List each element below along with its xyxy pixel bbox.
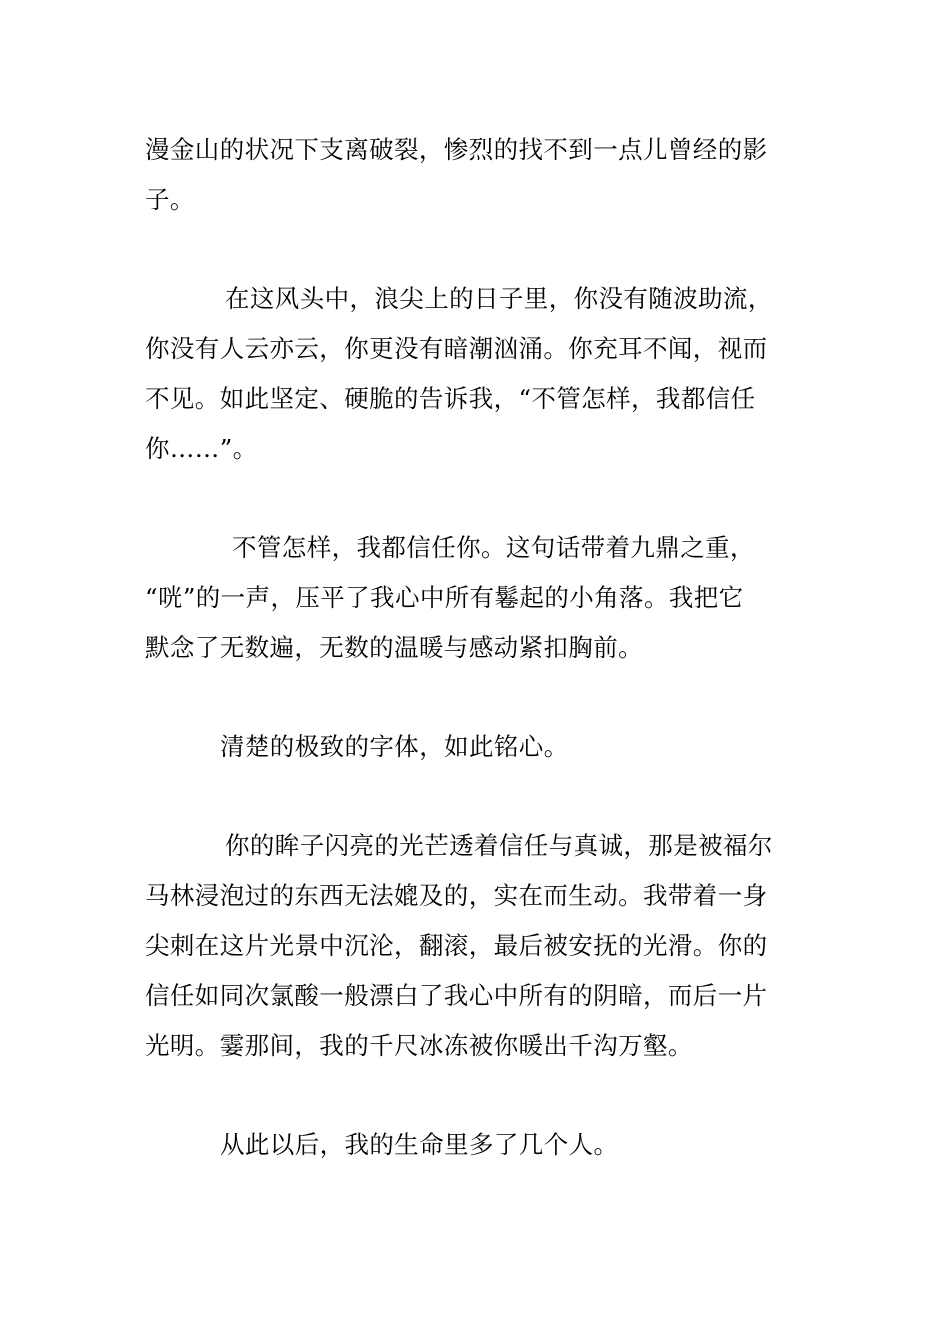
paragraph-line: 信任如同次氯酸一般漂白了我心中所有的阴暗，而后一片: [145, 981, 768, 1010]
paragraph-line: 你的眸子闪亮的光芒透着信任与真诚，那是被福尔: [225, 831, 773, 860]
paragraph-5: [145, 821, 805, 1071]
paragraph-line: 尖刺在这片光景中沉沦，翻滚，最后被安抚的光滑。你的: [145, 931, 768, 960]
paragraph-4: [145, 722, 805, 772]
paragraph-line: 不管怎样，我都信任你。这句话带着九鼎之重，: [232, 533, 755, 562]
paragraph-3: [145, 523, 805, 673]
paragraph-line: 在这风头中，浪尖上的日子里，你没有随波助流，: [225, 284, 773, 313]
paragraph-line: 你没有人云亦云，你更没有暗潮汹涌。你充耳不闻，视而: [145, 334, 768, 363]
paragraph-line: 漫金山的状况下支离破裂，惨烈的找不到一点儿曾经的影: [145, 135, 768, 164]
paragraph-line: 子。: [145, 185, 195, 214]
paragraph-1: [145, 125, 805, 225]
paragraph-line: 默念了无数遍，无数的温暖与感动紧扣胸前。: [145, 633, 643, 662]
paragraph-line: 光明。霎那间，我的千尺冰冻被你暖出千沟万壑。: [145, 1031, 693, 1060]
paragraph-line: 你……”。: [145, 434, 258, 463]
paragraph-line: 从此以后，我的生命里多了几个人。: [220, 1130, 619, 1159]
paragraph-line: “咣”的一声，压平了我心中所有鬈起的小角落。我把它: [145, 583, 744, 612]
paragraph-2: [145, 274, 805, 474]
paragraph-line: 不见。如此坚定、硬脆的告诉我，“不管怎样，我都信任: [145, 384, 756, 413]
paragraph-line: 清楚的极致的字体，如此铭心。: [220, 732, 569, 761]
paragraph-line: 马林浸泡过的东西无法媲及的，实在而生动。我带着一身: [145, 881, 768, 910]
paragraph-6: [145, 1120, 805, 1170]
